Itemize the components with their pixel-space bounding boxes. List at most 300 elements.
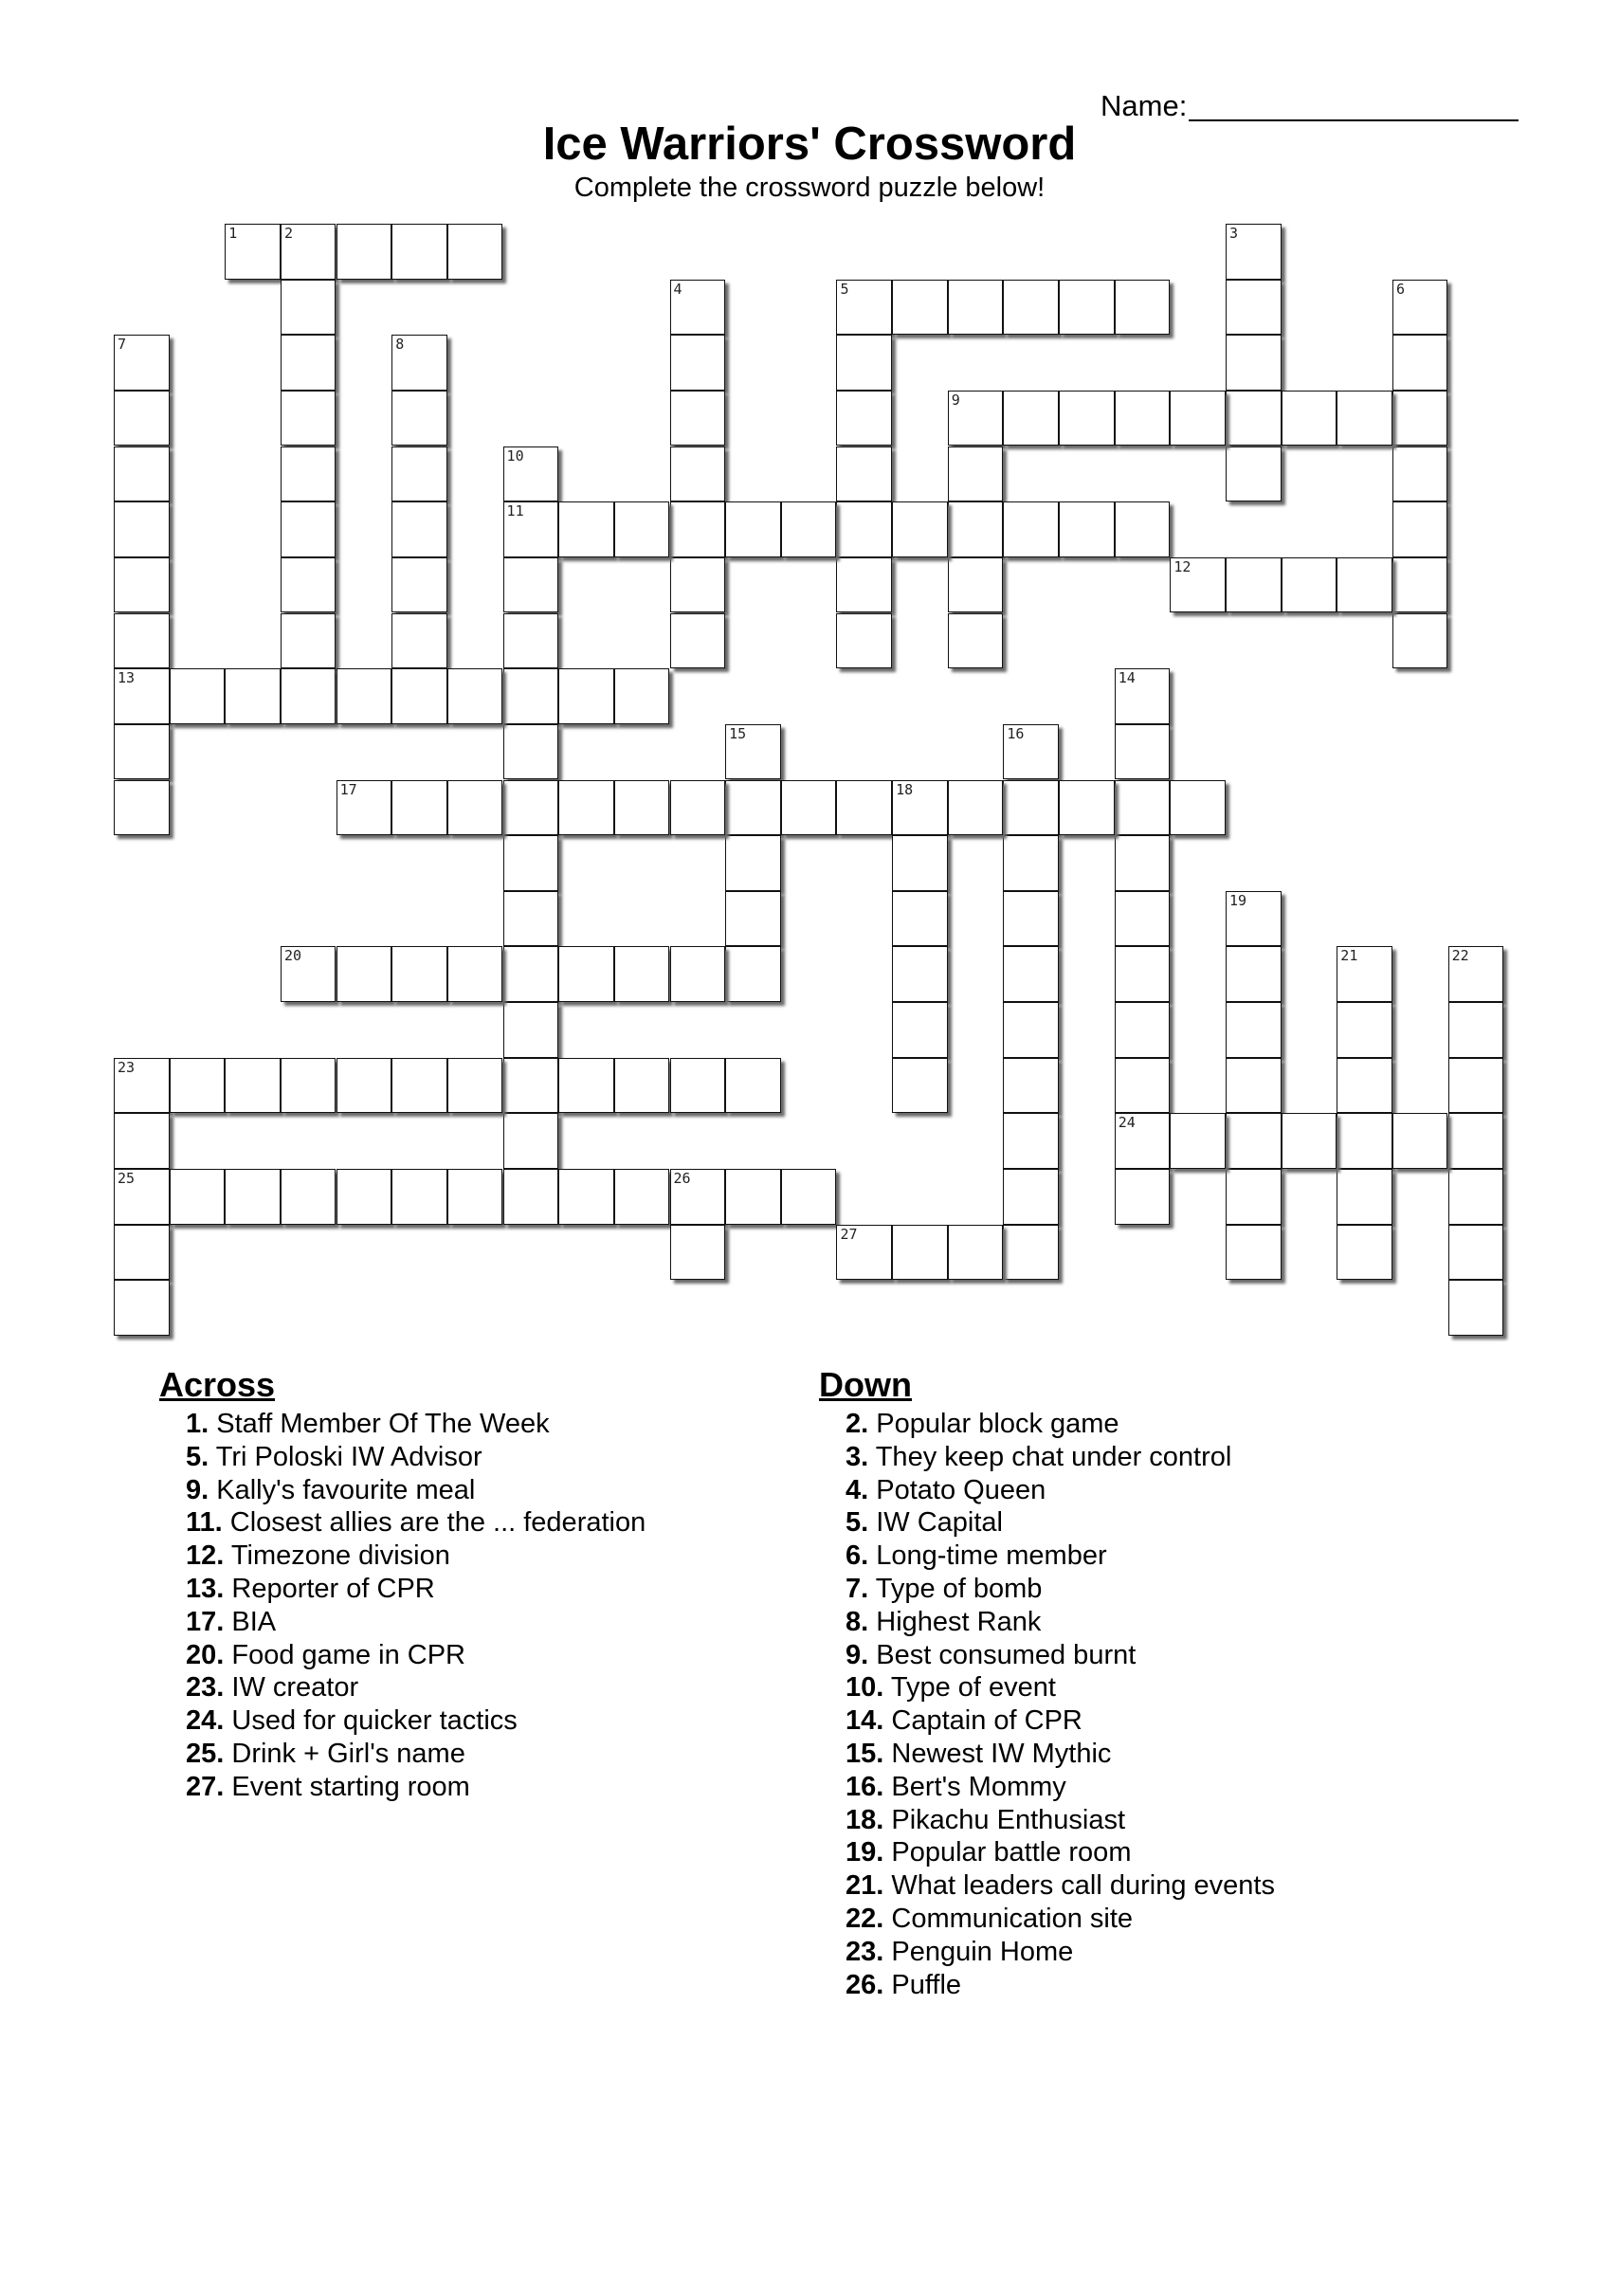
clue-number: 17. — [186, 1606, 225, 1637]
grid-cell[interactable] — [725, 835, 781, 891]
clue-number: 11. — [186, 1507, 223, 1539]
cell-number: 18 — [896, 780, 914, 798]
grid-cell[interactable] — [1003, 280, 1059, 336]
grid-cell[interactable] — [1392, 335, 1448, 391]
clue-text: IW Capital — [868, 1507, 1004, 1539]
grid-cell[interactable] — [892, 946, 948, 1002]
grid-cell[interactable] — [1392, 501, 1448, 557]
down-clue — [846, 1606, 1275, 1639]
grid-cell[interactable] — [1115, 668, 1171, 724]
grid-cell[interactable] — [1226, 391, 1282, 446]
grid-cell[interactable] — [1337, 557, 1392, 613]
clue-text: Timezone division — [224, 1540, 450, 1572]
grid-cell[interactable] — [1003, 780, 1059, 836]
grid-cell[interactable] — [503, 780, 559, 836]
grid-cell[interactable] — [1003, 1169, 1059, 1225]
clue-text: Long-time member — [868, 1540, 1107, 1572]
cell-number: 10 — [506, 446, 524, 465]
grid-cell[interactable] — [225, 668, 281, 724]
grid-cell[interactable] — [225, 224, 281, 280]
grid-cell[interactable] — [1059, 391, 1115, 446]
clue-number: 24. — [186, 1705, 225, 1737]
grid-cell[interactable] — [1059, 501, 1115, 557]
grid-cell[interactable] — [948, 613, 1004, 669]
across-clue — [186, 1671, 646, 1704]
grid-cell[interactable] — [114, 1058, 170, 1114]
cell-number: 2 — [283, 225, 293, 242]
grid-cell[interactable] — [1059, 780, 1115, 836]
grid-cell[interactable] — [1115, 1058, 1171, 1114]
clue-text: BIA — [224, 1606, 277, 1637]
grid-cell[interactable] — [1003, 1225, 1059, 1281]
grid-cell[interactable] — [281, 1169, 337, 1225]
grid-cell[interactable] — [1337, 1058, 1392, 1114]
clue-number: 5. — [846, 1507, 869, 1539]
grid-cell[interactable] — [114, 391, 170, 446]
down-clue — [846, 1540, 1275, 1573]
grid-cell[interactable] — [281, 280, 337, 336]
down-clue — [846, 1903, 1275, 1936]
clue-number: 2. — [846, 1409, 869, 1439]
grid-cell[interactable] — [948, 780, 1004, 836]
down-clue — [846, 1936, 1275, 1969]
grid-cell[interactable] — [1392, 1113, 1448, 1169]
grid-cell[interactable] — [114, 557, 170, 613]
grid-cell[interactable] — [391, 946, 447, 1002]
grid-cell[interactable] — [281, 668, 337, 724]
grid-cell[interactable] — [337, 668, 392, 724]
grid-cell[interactable] — [1226, 946, 1282, 1002]
grid-cell[interactable] — [1170, 780, 1226, 836]
clue-number: 26. — [846, 1969, 884, 2000]
down-clue — [846, 1441, 1275, 1474]
grid-cell[interactable] — [391, 1058, 447, 1114]
grid-cell[interactable] — [447, 224, 503, 280]
grid-cell[interactable] — [503, 501, 559, 557]
clue-text: Event starting room — [224, 1771, 470, 1802]
clue-text: Newest IW Mythic — [883, 1738, 1112, 1769]
clue-number: 5. — [186, 1441, 209, 1472]
grid-cell[interactable] — [948, 557, 1004, 613]
grid-cell[interactable] — [503, 1169, 559, 1225]
grid-cell[interactable] — [1226, 1002, 1282, 1058]
grid-cell[interactable] — [281, 501, 337, 557]
grid-cell[interactable] — [1448, 1280, 1504, 1336]
grid-cell[interactable] — [503, 1058, 559, 1114]
grid-cell[interactable] — [1226, 280, 1282, 336]
grid-cell[interactable] — [281, 946, 337, 1002]
grid-cell[interactable] — [1392, 280, 1448, 336]
cell-number: 8 — [395, 336, 405, 354]
grid-cell[interactable] — [892, 891, 948, 947]
clue-number: 3. — [846, 1441, 869, 1472]
grid-cell[interactable] — [948, 1225, 1004, 1281]
clue-number: 14. — [846, 1705, 884, 1737]
grid-cell[interactable] — [670, 501, 726, 557]
grid-cell[interactable] — [391, 501, 447, 557]
across-clue — [186, 1540, 646, 1573]
grid-cell[interactable] — [503, 613, 559, 669]
cell-number: 27 — [840, 1225, 858, 1243]
grid-cell[interactable] — [1226, 1169, 1282, 1225]
grid-cell[interactable] — [1003, 1113, 1059, 1169]
clue-number: 20. — [186, 1639, 225, 1670]
cell-number: 13 — [118, 669, 136, 687]
clue-text: Kally's favourite meal — [209, 1474, 476, 1505]
grid-cell[interactable] — [670, 557, 726, 613]
grid-cell[interactable] — [892, 280, 948, 336]
grid-cell[interactable] — [948, 501, 1004, 557]
down-clue — [846, 1738, 1275, 1771]
grid-cell[interactable] — [114, 1113, 170, 1169]
grid-cell[interactable] — [1003, 1002, 1059, 1058]
grid-cell[interactable] — [614, 1169, 670, 1225]
grid-cell[interactable] — [836, 335, 892, 391]
grid-cell[interactable] — [114, 668, 170, 724]
grid-cell[interactable] — [114, 1225, 170, 1281]
grid-cell[interactable] — [1337, 1169, 1392, 1225]
down-heading: Down — [819, 1365, 912, 1404]
grid-cell[interactable] — [503, 891, 559, 947]
clue-number: 9. — [186, 1474, 209, 1505]
grid-cell[interactable] — [1448, 1002, 1504, 1058]
clue-text: Penguin Home — [883, 1936, 1074, 1967]
grid-cell[interactable] — [447, 780, 503, 836]
grid-cell[interactable] — [337, 1169, 392, 1225]
clue-number: 8. — [846, 1606, 869, 1637]
grid-cell[interactable] — [892, 1002, 948, 1058]
grid-cell[interactable] — [725, 1058, 781, 1114]
across-heading: Across — [159, 1365, 276, 1404]
grid-cell[interactable] — [892, 501, 948, 557]
grid-cell[interactable] — [114, 613, 170, 669]
grid-cell[interactable] — [1115, 780, 1171, 836]
grid-cell[interactable] — [670, 613, 726, 669]
clue-number: 16. — [846, 1771, 884, 1802]
down-clue — [846, 1969, 1275, 2002]
grid-cell[interactable] — [391, 446, 447, 502]
grid-cell[interactable] — [892, 780, 948, 836]
grid-cell[interactable] — [1115, 1169, 1171, 1225]
cell-number: 15 — [729, 724, 747, 742]
across-clue — [186, 1441, 646, 1474]
grid-cell[interactable] — [670, 1169, 726, 1225]
grid-cell[interactable] — [1226, 1225, 1282, 1281]
down-clue — [846, 1671, 1275, 1704]
grid-cell[interactable] — [781, 780, 837, 836]
grid-cell[interactable] — [503, 557, 559, 613]
grid-cell[interactable] — [725, 891, 781, 947]
grid-cell[interactable] — [391, 1169, 447, 1225]
grid-cell[interactable] — [948, 446, 1004, 502]
grid-cell[interactable] — [391, 224, 447, 280]
clue-number: 23. — [846, 1936, 884, 1967]
down-clue — [846, 1573, 1275, 1606]
grid-cell[interactable] — [447, 1169, 503, 1225]
across-clue — [186, 1771, 646, 1804]
grid-cell[interactable] — [503, 668, 559, 724]
clue-text: Reporter of CPR — [224, 1573, 435, 1604]
grid-cell[interactable] — [1115, 891, 1171, 947]
grid-cell[interactable] — [1337, 946, 1392, 1002]
grid-cell[interactable] — [337, 780, 392, 836]
grid-cell[interactable] — [447, 946, 503, 1002]
down-clue — [846, 1771, 1275, 1804]
grid-cell[interactable] — [1226, 891, 1282, 947]
grid-cell[interactable] — [1448, 1058, 1504, 1114]
grid-cell[interactable] — [281, 1058, 337, 1114]
grid-cell[interactable] — [781, 501, 837, 557]
across-clue — [186, 1506, 646, 1540]
grid-cell[interactable] — [391, 557, 447, 613]
cell-number: 6 — [1395, 280, 1405, 298]
grid-cell[interactable] — [1448, 946, 1504, 1002]
cell-number: 20 — [283, 947, 301, 965]
grid-cell[interactable] — [1282, 391, 1337, 446]
cell-number: 16 — [1007, 724, 1025, 742]
down-clue — [846, 1836, 1275, 1869]
grid-cell[interactable] — [503, 724, 559, 780]
clue-number: 19. — [846, 1837, 884, 1868]
grid-cell[interactable] — [781, 1169, 837, 1225]
grid-cell[interactable] — [1226, 1113, 1282, 1169]
grid-cell[interactable] — [1059, 280, 1115, 336]
grid-cell[interactable] — [337, 224, 392, 280]
clue-number: 7. — [846, 1573, 869, 1604]
grid-cell[interactable] — [1003, 724, 1059, 780]
grid-cell[interactable] — [1392, 557, 1448, 613]
grid-cell[interactable] — [391, 780, 447, 836]
grid-cell[interactable] — [114, 501, 170, 557]
grid-cell[interactable] — [558, 501, 614, 557]
down-clue — [846, 1639, 1275, 1672]
grid-cell[interactable] — [1115, 946, 1171, 1002]
grid-cell[interactable] — [1337, 1225, 1392, 1281]
grid-cell[interactable] — [337, 1058, 392, 1114]
grid-cell[interactable] — [948, 280, 1004, 336]
grid-cell[interactable] — [836, 780, 892, 836]
grid-cell[interactable] — [114, 1280, 170, 1336]
clue-text: Communication site — [883, 1903, 1134, 1934]
grid-cell[interactable] — [670, 280, 726, 336]
clue-text: Type of bomb — [868, 1573, 1043, 1604]
grid-cell[interactable] — [114, 335, 170, 391]
grid-cell[interactable] — [1226, 446, 1282, 502]
grid-cell[interactable] — [114, 724, 170, 780]
grid-cell[interactable] — [670, 1225, 726, 1281]
grid-cell[interactable] — [503, 1002, 559, 1058]
down-clue — [846, 1869, 1275, 1903]
grid-cell[interactable] — [614, 946, 670, 1002]
grid-cell[interactable] — [836, 557, 892, 613]
grid-cell[interactable] — [225, 1169, 281, 1225]
clue-number: 10. — [846, 1672, 884, 1704]
across-clue — [186, 1408, 646, 1441]
grid-cell[interactable] — [503, 835, 559, 891]
across-clue-list — [186, 1408, 646, 1804]
grid-cell[interactable] — [1226, 557, 1282, 613]
grid-cell[interactable] — [725, 501, 781, 557]
clue-number: 13. — [186, 1573, 225, 1604]
cell-number: 23 — [118, 1058, 136, 1076]
cell-number: 19 — [1229, 891, 1247, 909]
grid-cell[interactable] — [725, 946, 781, 1002]
clue-text: Captain of CPR — [883, 1705, 1082, 1737]
grid-cell[interactable] — [892, 1225, 948, 1281]
grid-cell[interactable] — [391, 613, 447, 669]
grid-cell[interactable] — [558, 1058, 614, 1114]
grid-cell[interactable] — [225, 1058, 281, 1114]
grid-cell[interactable] — [614, 501, 670, 557]
cell-number: 24 — [1118, 1114, 1136, 1132]
clue-text: Best consumed burnt — [868, 1639, 1137, 1670]
grid-cell[interactable] — [337, 946, 392, 1002]
grid-cell[interactable] — [170, 1169, 226, 1225]
clue-number: 27. — [186, 1771, 225, 1802]
grid-cell[interactable] — [447, 668, 503, 724]
grid-cell[interactable] — [281, 335, 337, 391]
cell-number: 21 — [1340, 947, 1358, 965]
grid-cell[interactable] — [503, 1113, 559, 1169]
clue-number: 21. — [846, 1870, 884, 1902]
grid-cell[interactable] — [281, 613, 337, 669]
grid-cell[interactable] — [725, 780, 781, 836]
clue-text: Bert's Mommy — [883, 1771, 1066, 1802]
grid-cell[interactable] — [670, 946, 726, 1002]
grid-cell[interactable] — [670, 335, 726, 391]
grid-cell[interactable] — [725, 1169, 781, 1225]
grid-cell[interactable] — [114, 446, 170, 502]
grid-cell[interactable] — [114, 1169, 170, 1225]
down-clue — [846, 1804, 1275, 1837]
grid-cell[interactable] — [558, 780, 614, 836]
grid-cell[interactable] — [503, 946, 559, 1002]
across-clue — [186, 1606, 646, 1639]
clue-number: 1. — [186, 1409, 209, 1439]
clue-number: 9. — [846, 1639, 869, 1670]
grid-cell[interactable] — [836, 613, 892, 669]
grid-cell[interactable] — [114, 780, 170, 836]
grid-cell[interactable] — [1170, 391, 1226, 446]
clue-number: 18. — [846, 1804, 884, 1835]
grid-cell[interactable] — [1003, 891, 1059, 947]
grid-cell[interactable] — [1392, 391, 1448, 446]
grid-cell[interactable] — [1003, 835, 1059, 891]
grid-cell[interactable] — [1392, 446, 1448, 502]
grid-cell[interactable] — [1003, 391, 1059, 446]
down-clue-list — [846, 1408, 1275, 2001]
cell-number: 25 — [118, 1170, 136, 1188]
clue-number: 25. — [186, 1738, 225, 1769]
grid-cell[interactable] — [1115, 1002, 1171, 1058]
grid-cell[interactable] — [1448, 1113, 1504, 1169]
grid-cell[interactable] — [725, 724, 781, 780]
clue-text: Popular block game — [868, 1409, 1119, 1439]
grid-cell[interactable] — [391, 335, 447, 391]
grid-cell[interactable] — [447, 1058, 503, 1114]
grid-cell[interactable] — [503, 446, 559, 502]
grid-cell[interactable] — [670, 780, 726, 836]
grid-cell[interactable] — [836, 280, 892, 336]
grid-cell[interactable] — [1226, 1058, 1282, 1114]
grid-cell[interactable] — [1003, 501, 1059, 557]
grid-cell[interactable] — [391, 391, 447, 446]
grid-cell[interactable] — [614, 780, 670, 836]
grid-cell[interactable] — [281, 446, 337, 502]
grid-cell[interactable] — [1003, 1058, 1059, 1114]
grid-cell[interactable] — [836, 1225, 892, 1281]
grid-cell[interactable] — [1115, 1113, 1171, 1169]
clue-number: 6. — [846, 1540, 869, 1572]
cell-number: 1 — [228, 225, 238, 242]
grid-cell[interactable] — [1337, 1002, 1392, 1058]
subtitle: Complete the crossword puzzle below! — [573, 173, 1046, 203]
grid-cell[interactable] — [670, 391, 726, 446]
grid-cell[interactable] — [1337, 391, 1392, 446]
grid-cell[interactable] — [892, 835, 948, 891]
grid-cell[interactable] — [1282, 557, 1337, 613]
grid-cell[interactable] — [1448, 1169, 1504, 1225]
grid-cell[interactable] — [1226, 224, 1282, 280]
grid-cell[interactable] — [391, 668, 447, 724]
clue-text: Used for quicker tactics — [224, 1705, 518, 1737]
grid-cell[interactable] — [1448, 1225, 1504, 1281]
grid-cell[interactable] — [670, 1058, 726, 1114]
grid-cell[interactable] — [836, 501, 892, 557]
grid-cell[interactable] — [836, 391, 892, 446]
grid-cell[interactable] — [670, 446, 726, 502]
grid-cell[interactable] — [558, 946, 614, 1002]
grid-cell[interactable] — [948, 391, 1004, 446]
grid-cell[interactable] — [558, 1169, 614, 1225]
clue-text: Staff Member Of The Week — [209, 1409, 550, 1439]
grid-cell[interactable] — [1170, 1113, 1226, 1169]
grid-cell[interactable] — [1282, 1113, 1337, 1169]
grid-cell[interactable] — [1115, 724, 1171, 780]
grid-cell[interactable] — [281, 224, 337, 280]
clue-text: Potato Queen — [868, 1474, 1046, 1505]
grid-cell[interactable] — [614, 668, 670, 724]
clue-text: They keep chat under control — [868, 1441, 1232, 1472]
grid-cell[interactable] — [170, 1058, 226, 1114]
grid-cell[interactable] — [1115, 835, 1171, 891]
grid-cell[interactable] — [558, 668, 614, 724]
clue-text: Closest allies are the ... federation — [222, 1507, 646, 1539]
clue-number: 23. — [186, 1672, 225, 1704]
cell-number: 12 — [1173, 557, 1192, 575]
grid-cell[interactable] — [1115, 391, 1171, 446]
grid-cell[interactable] — [892, 1058, 948, 1114]
cell-number: 3 — [1229, 225, 1239, 242]
grid-cell[interactable] — [1115, 501, 1171, 557]
grid-cell[interactable] — [281, 391, 337, 446]
down-clue — [846, 1704, 1275, 1738]
name-label: Name: — [1101, 89, 1188, 122]
grid-cell[interactable] — [281, 557, 337, 613]
grid-cell[interactable] — [170, 668, 226, 724]
grid-cell[interactable] — [1392, 613, 1448, 669]
grid-cell[interactable] — [1337, 1113, 1392, 1169]
across-clue — [186, 1573, 646, 1606]
grid-cell[interactable] — [1003, 946, 1059, 1002]
grid-cell[interactable] — [614, 1058, 670, 1114]
down-clue — [846, 1408, 1275, 1441]
grid-cell[interactable] — [836, 446, 892, 502]
grid-cell[interactable] — [1170, 557, 1226, 613]
grid-cell[interactable] — [1115, 280, 1171, 336]
grid-cell[interactable] — [1226, 335, 1282, 391]
cell-number: 22 — [1451, 947, 1469, 965]
